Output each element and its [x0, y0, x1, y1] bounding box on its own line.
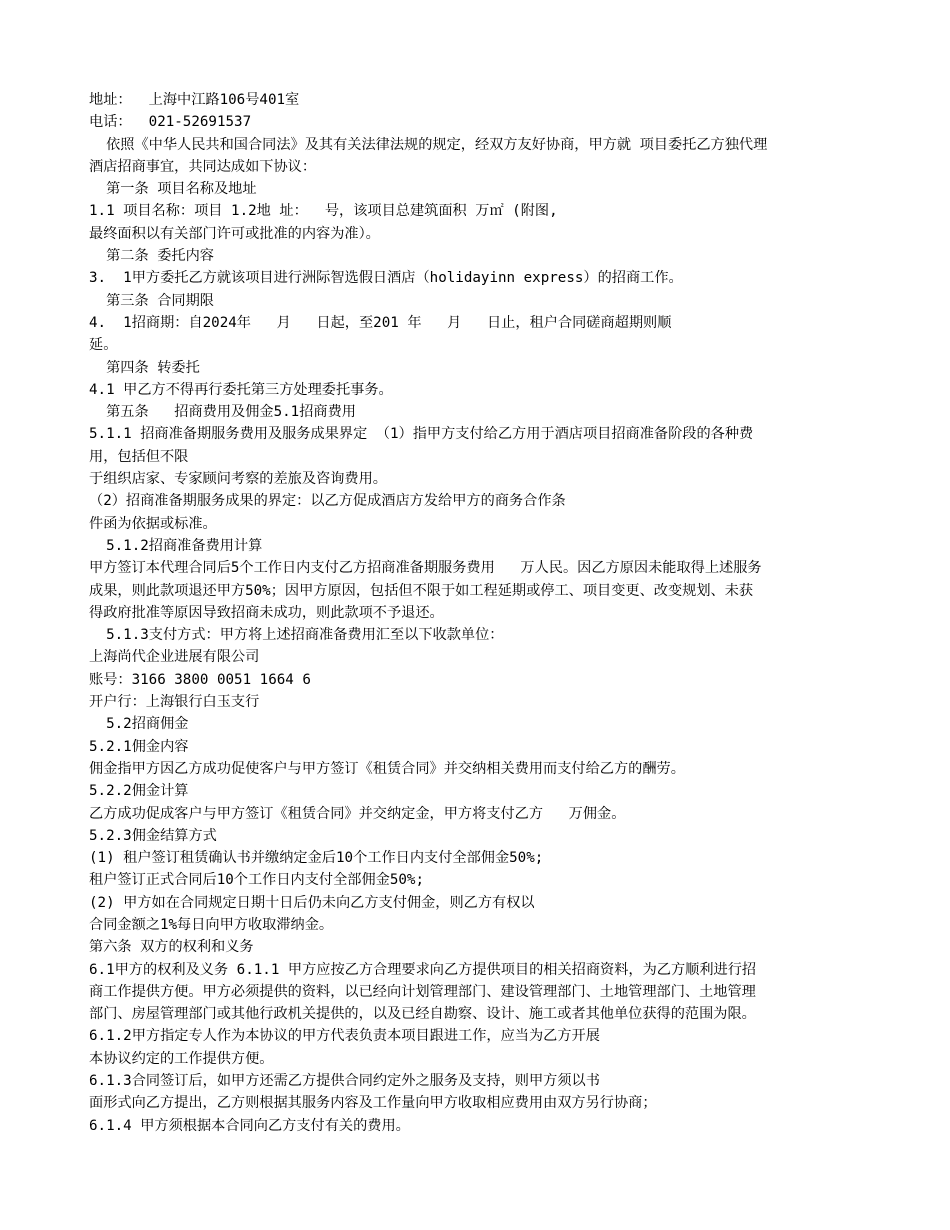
clause-line: 本协议约定的工作提供方便。 [89, 1050, 274, 1067]
preamble-line: 依照《中华人民共和国合同法》及其有关法律法规的规定，经双方友好协商，甲方就 项目委托乙方独代理 [89, 136, 768, 153]
clause-line: 租户签订正式合同后10个工作日内支付全部佣金50%; [89, 872, 425, 889]
payee-name: 上海尚代企业进展有限公司 [89, 649, 260, 666]
address-line: 地址： 上海中江路106号401室 [89, 92, 300, 108]
subsection-heading: 5.1.2招商准备费用计算 [89, 537, 263, 554]
bank-name: 开户行：上海银行白玉支行 [89, 694, 260, 711]
clause-line: 甲方签订本代理合同后5个工作日内支付乙方招商准备期服务费用 万人民。因乙方原因未能取得上述服务 [89, 560, 762, 577]
account-number: 账号：3166 3800 0051 1664 6 [89, 671, 311, 688]
clause-line: 6.1.4 甲方须根据本合同向乙方支付有关的费用。 [89, 1117, 410, 1134]
clause-line: 5.1.1 招商准备期服务费用及服务成果界定 （1）指甲方支付给乙方用于酒店项目招商准备阶段的各种费 [89, 426, 754, 443]
clause-line: 面形式向乙方提出，乙方则根据其服务内容及工作量向甲方收取相应费用由双方另行协商； [89, 1095, 657, 1112]
clause-line: 1.1 项目名称：项目 1.2地 址： 号，该项目总建筑面积 万㎡ (附图, [89, 203, 558, 220]
article-heading: 第五条 招商费用及佣金5.1招商费用 [89, 404, 356, 421]
clause-line: (1) 租户签订租赁确认书并缴纳定金后10个工作日内支付全部佣金50%; [89, 850, 544, 867]
clause-line: 4.1 甲乙方不得再行委托第三方处理委托事务。 [89, 381, 393, 398]
clause-line: （2）招商准备期服务成果的界定：以乙方促成酒店方发给甲方的商务合作条 [89, 493, 566, 510]
clause-line: 3. 1甲方委托乙方就该项目进行洲际智选假日酒店（holidayinn express）的招商工作。 [89, 270, 683, 287]
clause-line: (2) 甲方如在合同规定日期十日后仍未向乙方支付佣金，则乙方有权以 [89, 894, 535, 911]
article-heading: 第三条 合同期限 [89, 292, 214, 309]
clause-line: 于组织店家、专家顾问考察的差旅及咨询费用。 [89, 471, 387, 488]
subsection-heading: 5.1.3支付方式：甲方将上述招商准备费用汇至以下收款单位： [89, 627, 504, 644]
article-heading: 第六条 双方的权利和义务 [89, 939, 254, 956]
clause-line: 6.1.2甲方指定专人作为本协议的甲方代表负责本项目跟进工作，应当为乙方开展 [89, 1028, 600, 1045]
clause-line: 佣金指甲方因乙方成功促使客户与甲方签订《租赁合同》并交纳相关费用而支付给乙方的酬劳。 [89, 760, 685, 777]
clause-line: 部门、房屋管理部门或其他行政机关提供的，以及已经自勘察、设计、施工或者其他单位获得的范围为限。 [89, 1006, 756, 1023]
subsection-heading: 5.2.3佣金结算方式 [89, 827, 217, 844]
clause-line: 商工作提供方便。甲方必须提供的资料，以已经向计划管理部门、建设管理部门、土地管理部门、土地管理 [89, 983, 756, 1000]
article-heading: 第四条 转委托 [89, 359, 200, 376]
clause-line: 延。 [89, 337, 118, 354]
clause-line: 用，包括但不限 [89, 448, 189, 465]
clause-line: 6.1.3合同签订后，如甲方还需乙方提供合同约定外之服务及支持，则甲方须以书 [89, 1073, 600, 1090]
clause-line: 成果，则此款项退还甲方50%；因甲方原因，包括但不限于如工程延期或停工、项目变更、改变规划、未获 [89, 582, 754, 599]
subsection-heading: 5.2.1佣金内容 [89, 738, 189, 755]
clause-line: 6.1甲方的权利及义务 6.1.1 甲方应按乙方合理要求向乙方提供项目的相关招商资料，为乙方顺利进行招 [89, 961, 757, 978]
article-heading: 第一条 项目名称及地址 [89, 181, 257, 198]
clause-line: 4. 1招商期：自2024年 月 日起，至201 年 月 日止，租户合同磋商超期则顺 [89, 314, 672, 331]
clause-line: 最终面积以有关部门许可或批准的内容为准）。 [89, 225, 380, 242]
subsection-heading: 5.2招商佣金 [89, 716, 189, 733]
article-heading: 第二条 委托内容 [89, 248, 214, 265]
subsection-heading: 5.2.2佣金计算 [89, 783, 189, 800]
clause-line: 件函为依据或标准。 [89, 515, 217, 532]
phone-line: 电话： 021-52691537 [89, 114, 252, 131]
clause-line: 合同金额之1%每日向甲方收取滞纳金。 [89, 916, 334, 933]
preamble-line: 酒店招商事宜，共同达成如下协议： [89, 158, 317, 175]
clause-line: 得政府批准等原因导致招商未成功，则此款项不予退还。 [89, 604, 444, 621]
clause-line: 乙方成功促成客户与甲方签订《租赁合同》并交纳定金，甲方将支付乙方 万佣金。 [89, 805, 626, 822]
